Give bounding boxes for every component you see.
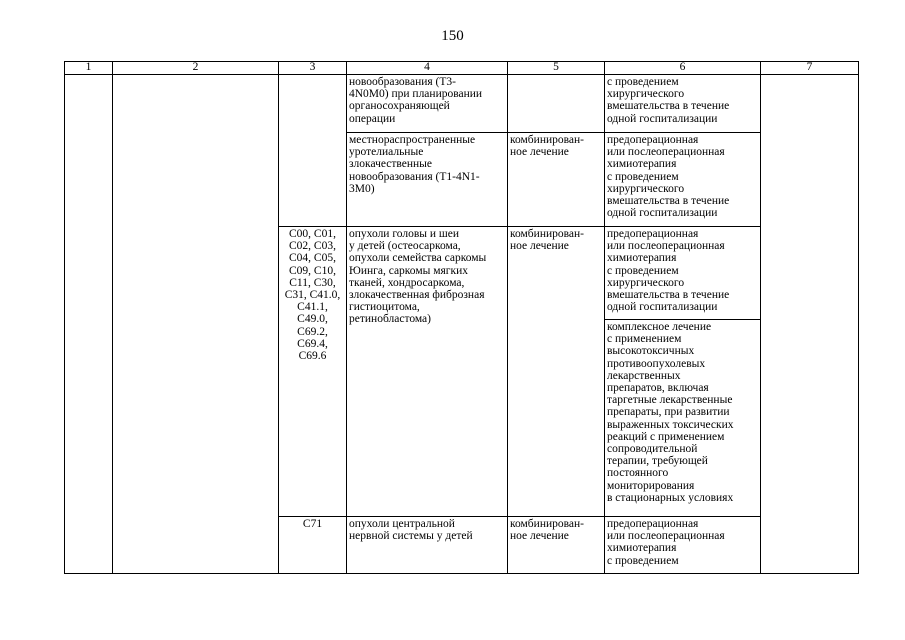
page-number: 150: [441, 28, 464, 44]
row2-treatment-type-cell: комбинирован- ное лечение: [510, 134, 584, 159]
row4-treatment-method-cell: предоперационная или послеоперационная химиотерапия с проведением: [607, 518, 725, 567]
row4-icd-codes-cell: C71: [302, 518, 323, 530]
row1-treatment-method-cell: с проведением хирургического вмешательства в течение одной госпитализации: [607, 76, 730, 125]
column-header-2: 2: [192, 61, 199, 73]
row3-treatment-method-cell-a: предоперационная или послеоперационная химиотерапия с проведением хирургического вмешательства в течение одной госпитализации: [607, 228, 730, 314]
column-header-6: 6: [679, 61, 686, 73]
row3-icd-codes-cell: C00, C01, C02, C03, C04, C05, C09, C10, C11, C30, C31, C41.0, C41.1, C49.0, C69.2, C69.4, C69.6: [284, 228, 341, 363]
row4-diagnosis-cell: опухоли центральной нервной системы у детей: [349, 518, 473, 543]
column-header-3: 3: [309, 61, 316, 73]
row1-diagnosis-cell: новообразования (Т3- 4N0M0) при планировании органосохраняющей операции: [349, 76, 483, 125]
row3-diagnosis-cell: опухоли головы и шеи у детей (остеосаркома, опухоли семейства саркомы Юинга, саркомы мягких тканей, хондросаркома, злокачественная фиброзная гистиоцитома, ретинобластома): [349, 228, 487, 326]
row2-diagnosis-cell: местнораспространенные уротелиальные злокачественные новообразования (Т1-4N1- 3M0): [349, 134, 480, 195]
column-header-7: 7: [806, 61, 813, 73]
row3-treatment-method-cell-b: комплексное лечение с применением высокотоксичных противоопухолевых лекарственных препаратов, включая таргетные лекарственные препараты, при развитии выраженных токсических реакций с применением сопроводительной терапии, требующей постоянного мониторирования в стационарных условиях: [607, 321, 734, 504]
column-header-4: 4: [424, 61, 430, 73]
column-header-1: 1: [85, 61, 92, 73]
row3-treatment-type-cell: комбинирован- ное лечение: [510, 228, 584, 253]
row2-treatment-method-cell: предоперационная или послеоперационная химиотерапия с проведением хирургического вмешательства в течение одной госпитализации: [607, 134, 730, 220]
row4-treatment-type-cell: комбинирован- ное лечение: [510, 518, 584, 543]
column-header-5: 5: [553, 61, 559, 73]
